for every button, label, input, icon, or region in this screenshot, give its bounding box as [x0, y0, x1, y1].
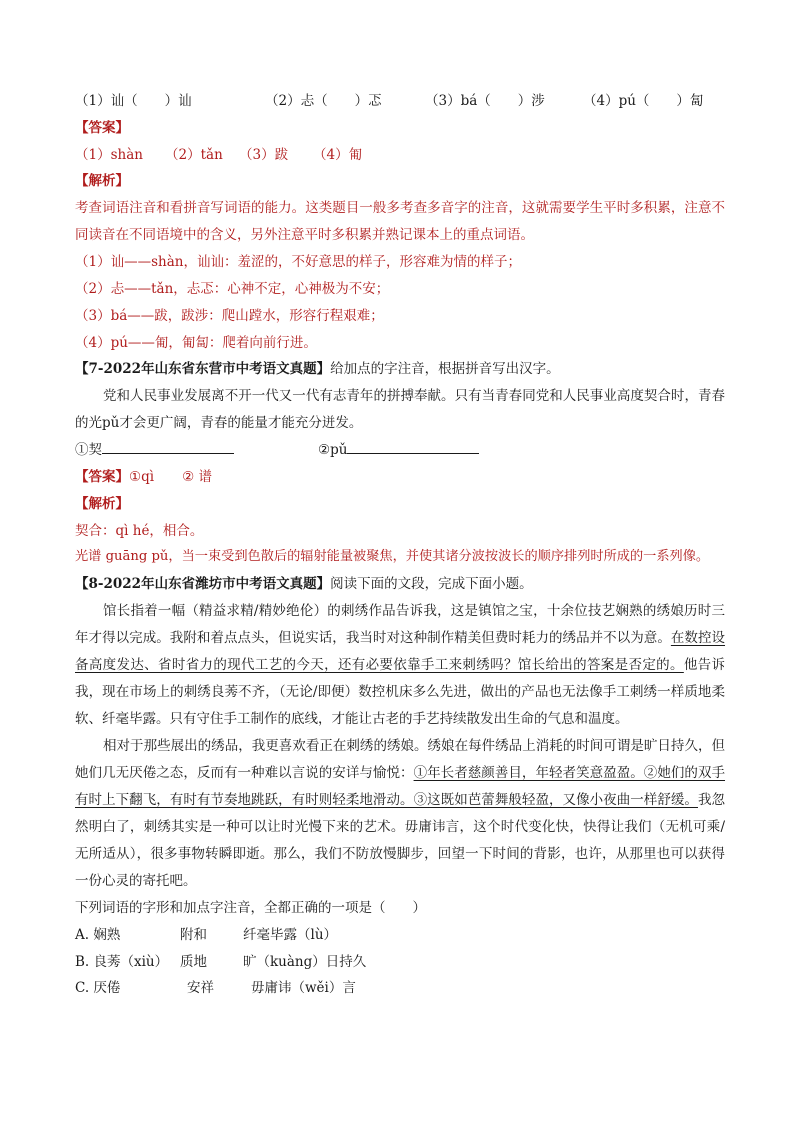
question-8-stem: 下列词语的字形和加点字注音，全都正确的一项是（ ） [75, 899, 426, 916]
analysis-1-line-3: （3）bá——跋，跋涉：爬山蹚水，形容行程艰难； [75, 307, 384, 324]
question-7-passage: 党和人民事业发展离不开一代又一代有志青年的拼搏奉献。只有当青春同党和人民事业高度契合时，青春的光pǔ才会更广阔，青春的能量才能充分迸发。 [75, 388, 725, 432]
p1-text-a: 馆长指着一幅（精益求精/精妙绝伦）的刺绣作品告诉我，这是镇馆之宝，十余位技艺娴熟的绣娘历时三年才得以完成。我附和着点点头，但说实话，我当时对这种制作精美但费时耗力的绣品并不以为意。 [75, 602, 725, 646]
option-b-word-1: B. 良莠（xiù） [75, 953, 169, 970]
question-8-prompt: 阅读下面的文段，完成下面小题。 [330, 576, 533, 593]
analysis-1-intro: 考查词语注音和看拼音写词语的能力。这类题目一般多考查多音字的注音，这就需要学生平时多积累，注意不同读音在不同语境中的含义，另外注意平时多积累并熟记课本上的重点词语。 [75, 200, 725, 244]
option-a-word-1: A. 娴熟 [75, 926, 121, 943]
answer-7-a1: ①qì [129, 468, 155, 485]
q1-item-2: （2）忐（ ）忑 [265, 93, 382, 109]
p1-text-b: 他告诉我，现在市场上的刺绣良莠不齐，（无论/即便）数控机床多么先进，做出的产品也无法像手工刺绣一样质地柔软、纤毫毕露。只有守住手工制作的底线，才能让古老的手艺持续散发出生命的气息和温度。 [75, 656, 726, 727]
option-a-word-2: 附和 [180, 926, 207, 943]
option-c-word-3: 毋庸讳（wěi）言 [251, 980, 356, 997]
answer-7-a2: ② 谱 [182, 468, 212, 485]
answer-1 [75, 142, 725, 169]
blank-1-line[interactable] [102, 437, 234, 454]
question-8-paragraph-1 [75, 598, 725, 733]
answer-label: 【答案】 [75, 119, 129, 136]
option-c[interactable] [75, 975, 725, 1002]
analysis-1-line-4: （4）pú——匍，匍匐：爬着向前行进。 [75, 334, 317, 351]
question-7-tag: 【7-2022年山东省东营市中考语文真题】 [75, 361, 331, 378]
option-c-word-1: C. 厌倦 [75, 980, 121, 997]
question-7-blanks [75, 437, 725, 464]
option-b-word-3: 旷（kuàng）日持久 [243, 953, 367, 970]
q1-item-3: （3）bá（ ）涉 [425, 93, 545, 109]
option-c-word-2: 安祥 [187, 980, 214, 997]
question-8-header [75, 571, 725, 598]
analysis-1-line-1: （1）讪——shàn，讪讪：羞涩的，不好意思的样子，形容难为情的样子； [75, 254, 521, 271]
q1-item-4: （4）pú（ ）匐 [583, 93, 704, 109]
ans1-item-1: （1）shàn [75, 146, 143, 163]
analysis-7-line-1: 契合：qì hé，相合。 [75, 522, 204, 539]
ans1-item-4: （4）匍 [313, 146, 363, 163]
analysis-7-label: 【解析】 [75, 495, 129, 512]
option-b[interactable] [75, 949, 725, 976]
q1-item-1: （1）讪（ ）讪 [75, 93, 192, 109]
p1-underlined: 在数控设备高度发达、省时省力的现代工艺的今天，还有必要依靠手工来刺绣吗？馆长给出的答案是否定的。 [75, 629, 726, 673]
analysis-label: 【解析】 [75, 173, 129, 190]
analysis-1-line-2: （2）忐——tǎn，忐忑：心神不定，心神极为不安； [75, 280, 390, 297]
option-a-word-3: 纤毫毕露（lù） [243, 926, 338, 943]
option-b-word-2: 质地 [180, 953, 207, 970]
p2-underlined: ①年长者慈颜善目，年轻者笑意盈盈。②她们的双手有时上下翻飞，有时有节奏地跳跃，有时则轻柔地滑动。③这既如芭蕾舞般轻盈，又像小夜曲一样舒缓。 [75, 764, 726, 808]
document-page [75, 88, 725, 1002]
ans1-item-3: （3）跋 [239, 146, 289, 163]
question-7-header [75, 356, 725, 383]
answer-7 [75, 464, 725, 491]
question-8-paragraph-2 [75, 733, 725, 895]
analysis-7-line-2: 光谱 guāng pǔ，当一束受到色散后的辐射能量被聚焦，并使其诸分波按波长的顺序排列时所成的一系列像。 [75, 549, 710, 565]
option-a[interactable] [75, 922, 725, 949]
question-7-prompt: 给加点的字注音，根据拼音写出汉字。 [330, 361, 560, 378]
blank-2-line[interactable] [347, 437, 479, 454]
question-pinyin-items [75, 88, 725, 115]
answer-7-label: 【答案】 [75, 468, 129, 485]
question-8-tag: 【8-2022年山东省潍坊市中考语文真题】 [75, 576, 331, 593]
ans1-item-2: （2）tǎn [165, 146, 223, 163]
blank-2-label: ②pǔ [318, 442, 348, 459]
p2-text-a: 相对于那些展出的绣品，我更喜欢看正在刺绣的绣娘。绣娘在每件绣品上消耗的时间可谓是旷日持久，但她们几无厌倦之态，反而有一种难以言说的安详与愉悦： [75, 737, 725, 781]
blank-1-label: ①契 [75, 442, 102, 459]
p2-text-b: 我忽然明白了，刺绣其实是一种可以让时光慢下来的艺术。毋庸讳言，这个时代变化快，快得让我们（无机可乘/无所适从），很多事物转瞬即逝。那么，我们不防放慢脚步，回望一下时间的背影，也许，从那里也可以获得一份心灵的寄托吧。 [75, 791, 726, 889]
